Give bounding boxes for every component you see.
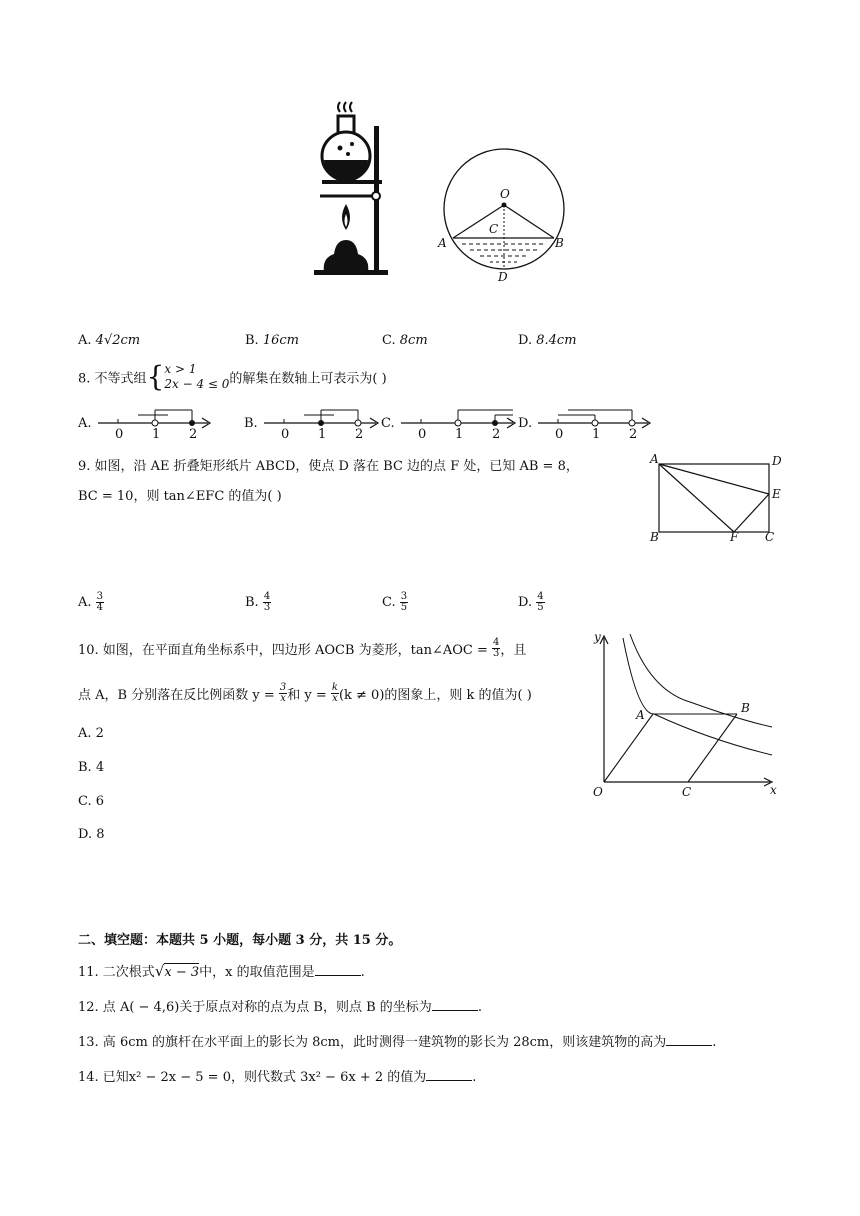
q8-option-b[interactable]: B. 0 1 2 (244, 405, 384, 441)
circle-label-O: O (500, 187, 510, 201)
q9-option-d[interactable]: D. $\frac{4}{5}$ (518, 591, 544, 613)
section-heading: 二、填空题：本题共 5 小题，每小题 3 分，共 15 分。 (78, 933, 402, 948)
graph-label-y: y (594, 630, 601, 644)
rect-label-B: B (650, 530, 659, 544)
circle-label-D: D (498, 270, 508, 284)
graph-label-O: O (593, 785, 603, 799)
q10-option-a[interactable]: A. 2 (78, 726, 104, 741)
q9-option-c[interactable]: C. $\frac{3}{5}$ (382, 591, 408, 613)
rect-label-A: A (650, 452, 659, 466)
rect-label-D: D (772, 454, 782, 468)
q7-option-a[interactable]: A. 4√2cm (78, 333, 141, 348)
q10-option-b[interactable]: B. 4 (78, 760, 105, 775)
circle-water-figure (430, 146, 580, 286)
q14: 14. 已知x² − 2x − 5 = 0，则代数式 3x² − 6x + 2 的值为 . (78, 1070, 477, 1085)
coordinate-graph-figure (590, 630, 790, 805)
graph-label-C: C (682, 785, 692, 799)
circle-label-C: C (489, 222, 499, 236)
rect-label-C: C (765, 530, 775, 544)
q9-option-b[interactable]: B. $\frac{4}{3}$ (245, 591, 271, 613)
q14-answer-blank[interactable] (426, 1070, 472, 1081)
q10-option-d[interactable]: D. 8 (78, 827, 105, 842)
q8-ineq2: 2x − 4 ≤ 0 (164, 377, 230, 391)
circle-label-B: B (555, 236, 564, 250)
q11: 11. 二次根式√x − 3中，x 的取值范围是 . (78, 962, 365, 980)
q12-answer-blank[interactable] (432, 1000, 478, 1011)
rect-label-E: E (772, 487, 781, 501)
q7-option-c[interactable]: C. 8cm (382, 333, 428, 348)
q7-option-d[interactable]: D. 8.4cm (518, 333, 577, 348)
q8-question: 8. 不等式组{ x > 1 2x − 4 ≤ 0 的解集在数轴上可表示为( ) (78, 360, 387, 393)
rect-label-F: F (730, 530, 739, 544)
q7-option-b[interactable]: B. 16cm (245, 333, 299, 348)
q10-question-line1: 10. 如图，在平面直角坐标系中，四边形 AOCB 为菱形，tan∠AOC = $\frac{4}{3}$ ，且 (78, 637, 527, 659)
graph-label-A: A (636, 708, 645, 722)
q10-question-line2: 点 A，B 分别落在反比例函数 y = $\frac{3}{x}$ 和 y = $\frac{k}{x}$ (k ≠ 0)的图象上，则 k 的值为( ) (78, 682, 532, 704)
q8-option-d[interactable]: D. 0 1 2 (518, 405, 658, 441)
q13-answer-blank[interactable] (666, 1035, 712, 1046)
graph-label-x: x (770, 783, 777, 797)
q11-answer-blank[interactable] (315, 965, 361, 976)
q12: 12. 点 A( − 4,6)关于原点对称的点为点 B，则点 B 的坐标为 . (78, 1000, 482, 1015)
q8-option-c[interactable]: C. 0 1 2 (381, 405, 521, 441)
q9-question-line1: 9. 如图，沿 AE 折叠矩形纸片 ABCD，使点 D 落在 BC 边的点 F 处，已知 AB = 8， (78, 459, 579, 474)
q10-option-c[interactable]: C. 6 (78, 794, 105, 809)
q13: 13. 高 6cm 的旗杆在水平面上的影长为 8cm，此时测得一建筑物的影长为 28cm，则该建筑物的高为 . (78, 1035, 717, 1050)
q8-ineq1: x > 1 (164, 362, 197, 376)
q9-question-line2: BC = 10，则 tan∠EFC 的值为( ) (78, 489, 282, 504)
q9-option-a[interactable]: A. $\frac{3}{4}$ (78, 591, 104, 613)
flask-apparatus-figure (310, 100, 410, 280)
circle-label-A: A (438, 236, 447, 250)
graph-label-B: B (741, 701, 750, 715)
q8-option-a[interactable]: A. 0 1 2 (78, 405, 228, 441)
